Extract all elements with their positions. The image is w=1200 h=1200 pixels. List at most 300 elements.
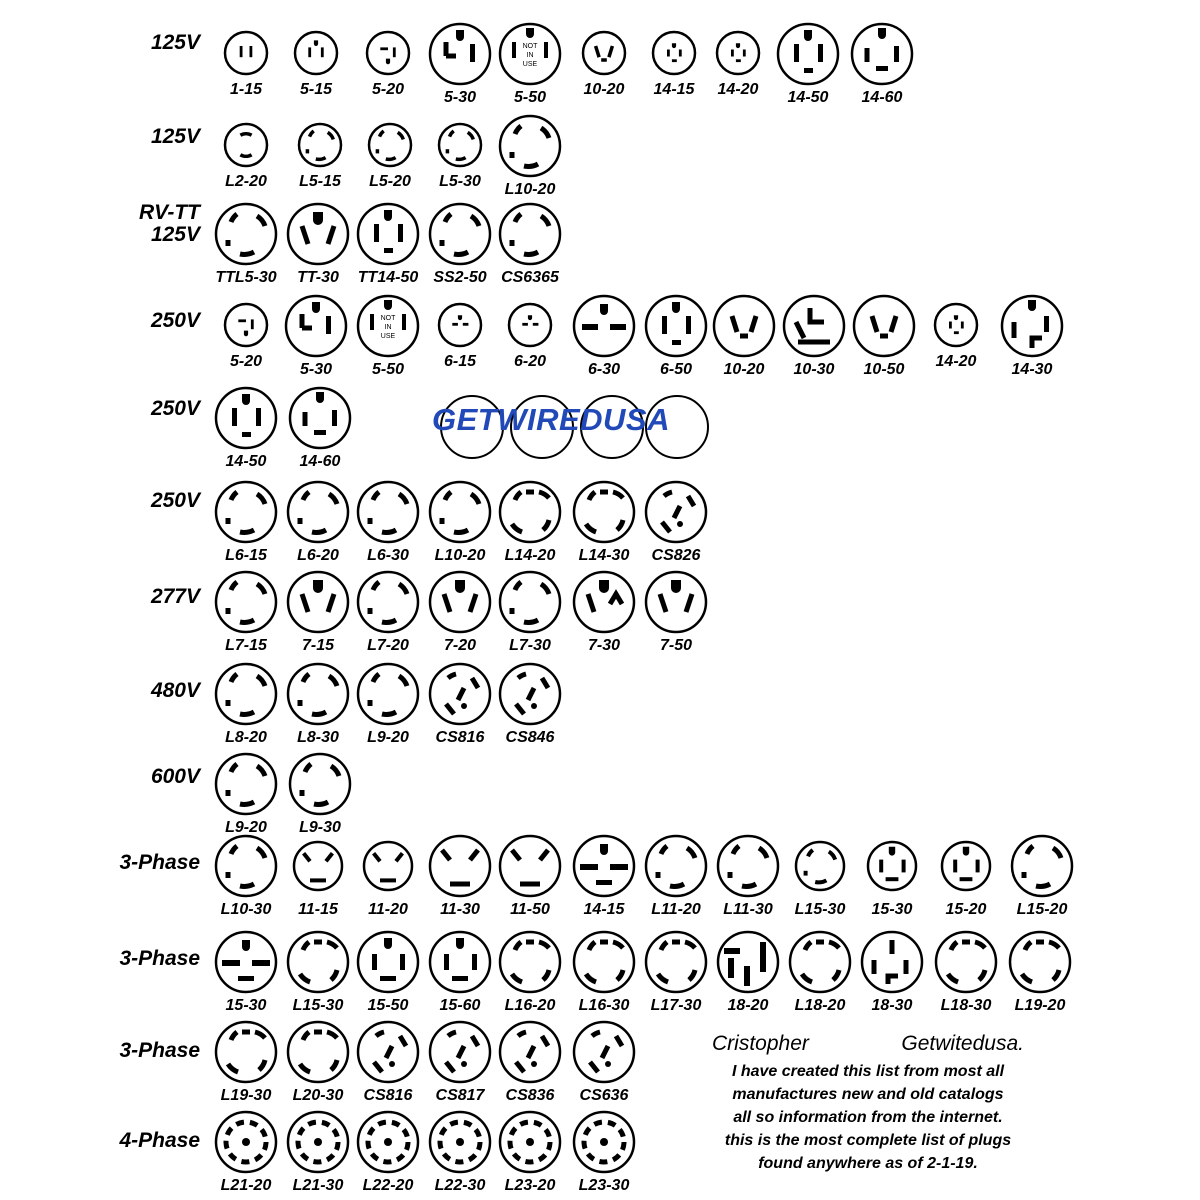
receptacle-icon <box>496 568 564 636</box>
receptacle-icon <box>570 478 638 546</box>
receptacle <box>352 660 424 747</box>
receptacle-label: CS836 <box>505 1087 555 1104</box>
note-line: this is the most complete list of plugs <box>724 1132 1012 1149</box>
receptacle-icon <box>282 292 350 360</box>
receptacle-icon <box>426 1018 494 1086</box>
receptacle-icon <box>642 928 710 996</box>
receptacle <box>352 1018 424 1105</box>
receptacle <box>210 384 282 471</box>
receptacle-icon <box>496 200 564 268</box>
receptacle-icon <box>932 832 1000 900</box>
receptacle <box>920 298 992 371</box>
receptacle <box>210 1108 282 1195</box>
receptacle-label: 7-15 <box>301 637 335 654</box>
receptacle-icon <box>570 1018 638 1086</box>
receptacle <box>640 478 712 565</box>
receptacle-icon <box>212 298 280 352</box>
receptacle-label: 14-15 <box>583 901 625 918</box>
receptacle-icon <box>212 928 280 996</box>
receptacle <box>638 26 710 99</box>
receptacle <box>352 478 424 565</box>
receptacle-icon <box>496 928 564 996</box>
receptacle <box>210 660 282 747</box>
receptacle <box>494 928 566 1015</box>
receptacle-label: 5-50 <box>371 361 405 378</box>
receptacle-label: 15-30 <box>225 997 267 1014</box>
receptacle-label: L18-30 <box>940 997 992 1014</box>
receptacle-icon <box>642 478 710 546</box>
receptacle-icon <box>354 200 422 268</box>
receptacle <box>284 750 356 837</box>
receptacle <box>494 832 566 919</box>
receptacle-label: 15-60 <box>439 997 481 1014</box>
receptacle <box>494 20 566 107</box>
note-body <box>676 1060 1060 1175</box>
receptacle-label: L7-30 <box>509 637 551 654</box>
receptacle-icon <box>354 832 422 900</box>
receptacle <box>424 928 496 1015</box>
receptacle-icon <box>284 478 352 546</box>
receptacle-label: L16-30 <box>578 997 630 1014</box>
receptacle-label: CS826 <box>651 547 701 564</box>
receptacle-label: CS6365 <box>501 269 559 286</box>
voltage-label: 250V <box>150 309 200 332</box>
receptacle-icon <box>282 26 350 80</box>
receptacle-label: L5-20 <box>369 173 411 190</box>
receptacle <box>846 20 918 107</box>
receptacle-icon <box>858 928 926 996</box>
receptacle-label: 10-20 <box>723 361 765 378</box>
receptacle <box>784 928 856 1015</box>
receptacle-label: L22-30 <box>434 1177 486 1194</box>
receptacle-label: 5-20 <box>371 81 405 98</box>
receptacle <box>494 478 566 565</box>
note-line: all so information from the internet. <box>733 1109 1003 1126</box>
receptacle <box>424 1108 496 1195</box>
receptacle-icon <box>932 928 1000 996</box>
receptacle-icon <box>642 568 710 636</box>
watermark-text: GETWIREDUSA <box>432 402 670 437</box>
receptacle <box>568 1108 640 1195</box>
receptacle-icon <box>496 112 564 180</box>
receptacle <box>280 292 352 379</box>
receptacle-label: L10-30 <box>220 901 272 918</box>
receptacle <box>848 292 920 379</box>
receptacle-icon <box>426 568 494 636</box>
receptacle <box>772 20 844 107</box>
receptacle-label: CS817 <box>435 1087 485 1104</box>
receptacle-label: 18-20 <box>727 997 769 1014</box>
receptacle-label: L9-30 <box>299 819 341 836</box>
receptacle <box>284 118 356 191</box>
receptacle-label: L5-15 <box>299 173 341 190</box>
receptacle-label: L6-15 <box>225 547 267 564</box>
receptacle <box>210 478 282 565</box>
receptacle-label: 14-50 <box>225 453 267 470</box>
receptacle-icon <box>354 660 422 728</box>
receptacle-label: 7-50 <box>659 637 693 654</box>
receptacle-label: 15-30 <box>871 901 913 918</box>
receptacle <box>282 832 354 919</box>
receptacle <box>352 1108 424 1195</box>
receptacle-label: 11-50 <box>510 901 550 918</box>
receptacle <box>568 292 640 379</box>
receptacle-icon <box>212 568 280 636</box>
receptacle <box>778 292 850 379</box>
receptacle-icon <box>496 660 564 728</box>
receptacle-label: L15-20 <box>1016 901 1068 918</box>
receptacle-label: 10-50 <box>863 361 905 378</box>
receptacle <box>424 200 496 287</box>
receptacle-icon <box>496 478 564 546</box>
receptacle-label: 15-50 <box>367 997 409 1014</box>
receptacle <box>354 118 426 191</box>
receptacle <box>210 750 282 837</box>
receptacle <box>494 298 566 371</box>
receptacle-icon <box>714 928 782 996</box>
receptacle-label: 10-20 <box>583 81 625 98</box>
receptacle-label: 6-50 <box>659 361 693 378</box>
receptacle-label: CS846 <box>505 729 555 746</box>
receptacle <box>210 1018 282 1105</box>
receptacle-icon <box>284 832 352 900</box>
receptacle <box>210 568 282 655</box>
voltage-label: 125V <box>150 125 200 148</box>
receptacle <box>856 832 928 919</box>
voltage-label: 125V <box>150 31 200 54</box>
receptacle-icon <box>212 750 280 818</box>
receptacle-label: 14-50 <box>787 89 829 106</box>
receptacle <box>210 118 282 191</box>
receptacle-label: L19-30 <box>220 1087 272 1104</box>
receptacle <box>702 26 774 99</box>
receptacle-label: 6-20 <box>513 353 547 370</box>
receptacle-icon <box>858 832 926 900</box>
receptacle-label: 11-15 <box>298 901 338 918</box>
receptacle <box>424 832 496 919</box>
receptacle-icon <box>496 1018 564 1086</box>
receptacle-label: TTL5-30 <box>215 269 277 286</box>
receptacle-label: L6-20 <box>297 547 339 564</box>
receptacle <box>282 928 354 1015</box>
receptacle-label: 15-20 <box>945 901 987 918</box>
receptacle-icon <box>212 660 280 728</box>
receptacle-label: 7-20 <box>443 637 477 654</box>
receptacle-icon <box>570 928 638 996</box>
receptacle-label: L23-20 <box>504 1177 556 1194</box>
receptacle-icon <box>496 832 564 900</box>
receptacle-label: L22-20 <box>362 1177 414 1194</box>
receptacle-icon <box>284 928 352 996</box>
receptacle <box>712 928 784 1015</box>
receptacle <box>282 568 354 655</box>
receptacle <box>352 200 424 287</box>
receptacle-label: 14-30 <box>1011 361 1053 378</box>
receptacle-label: 14-60 <box>299 453 341 470</box>
voltage-label: 4-Phase <box>119 1129 200 1152</box>
note-line: manufactures new and old catalogs <box>732 1086 1004 1103</box>
receptacle-label: L15-30 <box>794 901 846 918</box>
receptacle <box>494 660 566 747</box>
receptacle <box>640 292 712 379</box>
receptacle <box>568 928 640 1015</box>
svg-text:NOT: NOT <box>380 315 396 322</box>
receptacle-label: L23-30 <box>578 1177 630 1194</box>
receptacle-icon <box>284 1108 352 1176</box>
receptacle <box>284 384 356 471</box>
receptacle-icon <box>426 928 494 996</box>
receptacle <box>568 26 640 99</box>
receptacle-icon <box>642 832 710 900</box>
receptacle-icon <box>922 298 990 352</box>
receptacle <box>1004 928 1076 1015</box>
receptacle-icon <box>1006 928 1074 996</box>
receptacle-label: L11-20 <box>651 901 701 918</box>
receptacle <box>640 568 712 655</box>
receptacle-label: L21-20 <box>220 1177 272 1194</box>
note-author: Cristopher <box>712 1032 809 1055</box>
receptacle-label: CS636 <box>579 1087 629 1104</box>
svg-text:USE: USE <box>522 61 538 68</box>
receptacle <box>280 26 352 99</box>
receptacle <box>210 26 282 99</box>
svg-text:USE: USE <box>380 333 396 340</box>
receptacle-icon <box>496 20 564 88</box>
voltage-label: 600V <box>150 765 200 788</box>
receptacle <box>424 478 496 565</box>
receptacle-icon <box>710 292 778 360</box>
receptacle-label: L8-30 <box>297 729 339 746</box>
receptacle-label: L14-20 <box>504 547 556 564</box>
receptacle-label: L5-30 <box>439 173 481 190</box>
receptacle-label: L10-20 <box>434 547 486 564</box>
receptacle-icon <box>284 200 352 268</box>
receptacle <box>352 928 424 1015</box>
receptacle <box>210 928 282 1015</box>
receptacle-label: 1-15 <box>229 81 263 98</box>
receptacle-icon <box>570 832 638 900</box>
receptacle-icon <box>354 26 422 80</box>
receptacle-icon <box>998 292 1066 360</box>
receptacle-label: L16-20 <box>504 997 556 1014</box>
receptacle-label: 6-15 <box>443 353 477 370</box>
receptacle <box>282 1108 354 1195</box>
receptacle-icon <box>640 26 708 80</box>
receptacle-icon <box>704 26 772 80</box>
receptacle-icon <box>1008 832 1076 900</box>
voltage-label: 3-Phase <box>119 947 200 970</box>
receptacle-label: TT-30 <box>297 269 339 286</box>
receptacle <box>568 832 640 919</box>
receptacle-label: 5-15 <box>299 81 333 98</box>
note-site: Getwitedusa. <box>901 1032 1024 1055</box>
note-line: found anywhere as of 2-1-19. <box>758 1155 978 1172</box>
receptacle-icon <box>570 568 638 636</box>
receptacle-icon <box>212 1018 280 1086</box>
receptacle <box>210 200 282 287</box>
receptacle <box>640 832 712 919</box>
receptacle-label: SS2-50 <box>433 269 487 286</box>
receptacle <box>856 928 928 1015</box>
receptacle-icon <box>570 292 638 360</box>
receptacle-label: 6-30 <box>587 361 621 378</box>
receptacle-label: L7-20 <box>367 637 409 654</box>
receptacle <box>352 26 424 99</box>
receptacle <box>424 1018 496 1105</box>
receptacle-label: L17-30 <box>650 997 702 1014</box>
receptacle-icon <box>570 26 638 80</box>
receptacle-icon <box>850 292 918 360</box>
receptacle-icon <box>284 660 352 728</box>
receptacle-label: L11-30 <box>723 901 773 918</box>
receptacle-icon <box>212 384 280 452</box>
voltage-label: 3-Phase <box>119 851 200 874</box>
svg-text:IN: IN <box>384 324 392 331</box>
voltage-label: 277V <box>150 585 200 608</box>
receptacle <box>210 298 282 371</box>
receptacle-icon <box>786 832 854 900</box>
receptacle-icon <box>212 478 280 546</box>
receptacle-icon <box>426 1108 494 1176</box>
receptacle <box>568 568 640 655</box>
receptacle-label: 5-20 <box>229 353 263 370</box>
receptacle <box>210 832 282 919</box>
receptacle-label: L15-30 <box>292 997 344 1014</box>
receptacle-icon <box>354 1018 422 1086</box>
receptacle-icon <box>426 832 494 900</box>
receptacle-icon <box>212 832 280 900</box>
receptacle-icon <box>212 1108 280 1176</box>
voltage-label: 3-Phase <box>119 1039 200 1062</box>
receptacle-label: 14-15 <box>653 81 695 98</box>
receptacle-icon <box>284 568 352 636</box>
receptacle-icon <box>426 298 494 352</box>
receptacle-icon <box>212 26 280 80</box>
receptacle-label: 11-20 <box>368 901 408 918</box>
receptacle-label: 10-30 <box>793 361 835 378</box>
receptacle-icon <box>354 568 422 636</box>
receptacle <box>930 832 1002 919</box>
receptacle-icon <box>848 20 916 88</box>
receptacle-label: 7-30 <box>587 637 621 654</box>
receptacle-icon <box>570 1108 638 1176</box>
receptacle <box>494 1108 566 1195</box>
receptacle <box>282 660 354 747</box>
receptacle <box>708 292 780 379</box>
receptacle <box>282 200 354 287</box>
receptacle-label: 11-30 <box>440 901 480 918</box>
receptacle-label: L20-30 <box>292 1087 344 1104</box>
receptacle-label: L2-20 <box>225 173 267 190</box>
receptacle-icon <box>426 118 494 172</box>
receptacle-icon <box>354 928 422 996</box>
receptacle <box>996 292 1068 379</box>
receptacle-label: CS816 <box>435 729 485 746</box>
receptacle <box>282 1018 354 1105</box>
receptacle <box>494 1018 566 1105</box>
receptacle-label: L6-30 <box>367 547 409 564</box>
receptacle <box>424 568 496 655</box>
receptacle-icon <box>496 1108 564 1176</box>
receptacle <box>424 660 496 747</box>
receptacle <box>784 832 856 919</box>
receptacle-icon <box>426 200 494 268</box>
svg-text:IN: IN <box>526 52 534 59</box>
receptacle-label: 5-30 <box>299 361 333 378</box>
receptacle-icon <box>426 478 494 546</box>
receptacle-icon <box>714 832 782 900</box>
receptacle-icon <box>212 118 280 172</box>
receptacle-label: L14-30 <box>578 547 630 564</box>
receptacle <box>424 298 496 371</box>
receptacle <box>494 112 566 199</box>
voltage-label: 250V <box>150 397 200 420</box>
receptacle-icon <box>642 292 710 360</box>
receptacle <box>1006 832 1078 919</box>
receptacle-icon <box>286 384 354 452</box>
receptacle <box>494 568 566 655</box>
receptacle <box>712 832 784 919</box>
receptacle <box>640 928 712 1015</box>
receptacle-icon <box>284 1018 352 1086</box>
author-note <box>676 1032 1060 1175</box>
receptacle-icon <box>212 200 280 268</box>
receptacle-label: CS816 <box>363 1087 413 1104</box>
receptacle <box>424 118 496 191</box>
receptacle-label: L19-20 <box>1014 997 1066 1014</box>
receptacle-icon <box>286 118 354 172</box>
receptacle-label: 14-20 <box>717 81 759 98</box>
receptacle-label: L9-20 <box>225 819 267 836</box>
receptacle-label: TT14-50 <box>357 269 419 286</box>
receptacle-label: L9-20 <box>367 729 409 746</box>
receptacle <box>352 292 424 379</box>
receptacle <box>282 478 354 565</box>
receptacle-icon <box>426 20 494 88</box>
receptacle-icon <box>496 298 564 352</box>
receptacle <box>424 20 496 107</box>
receptacle-label: 5-50 <box>513 89 547 106</box>
receptacle-icon <box>356 118 424 172</box>
receptacle <box>568 478 640 565</box>
receptacle <box>930 928 1002 1015</box>
voltage-label: 480V <box>150 679 200 702</box>
receptacle <box>568 1018 640 1105</box>
receptacle-icon <box>426 660 494 728</box>
receptacle <box>352 832 424 919</box>
receptacle-icon <box>286 750 354 818</box>
receptacle-label: L10-20 <box>504 181 556 198</box>
receptacle-label: L18-20 <box>794 997 846 1014</box>
note-line: I have created this list from most all <box>731 1063 1005 1080</box>
receptacle <box>494 200 566 287</box>
receptacle <box>352 568 424 655</box>
receptacle-label: L7-15 <box>225 637 267 654</box>
receptacle-icon <box>354 1108 422 1176</box>
receptacle-label: L21-30 <box>292 1177 344 1194</box>
voltage-label: 250V <box>150 489 200 512</box>
receptacle-label: 14-60 <box>861 89 903 106</box>
receptacle-label: 14-20 <box>935 353 977 370</box>
receptacle-icon <box>786 928 854 996</box>
receptacle-icon <box>774 20 842 88</box>
receptacle-label: 5-30 <box>443 89 477 106</box>
receptacle-label: L8-20 <box>225 729 267 746</box>
svg-text:NOT: NOT <box>522 43 538 50</box>
voltage-label: RV-TT 125V <box>138 201 200 246</box>
receptacle-icon <box>354 292 422 360</box>
receptacle-label: 18-30 <box>871 997 913 1014</box>
